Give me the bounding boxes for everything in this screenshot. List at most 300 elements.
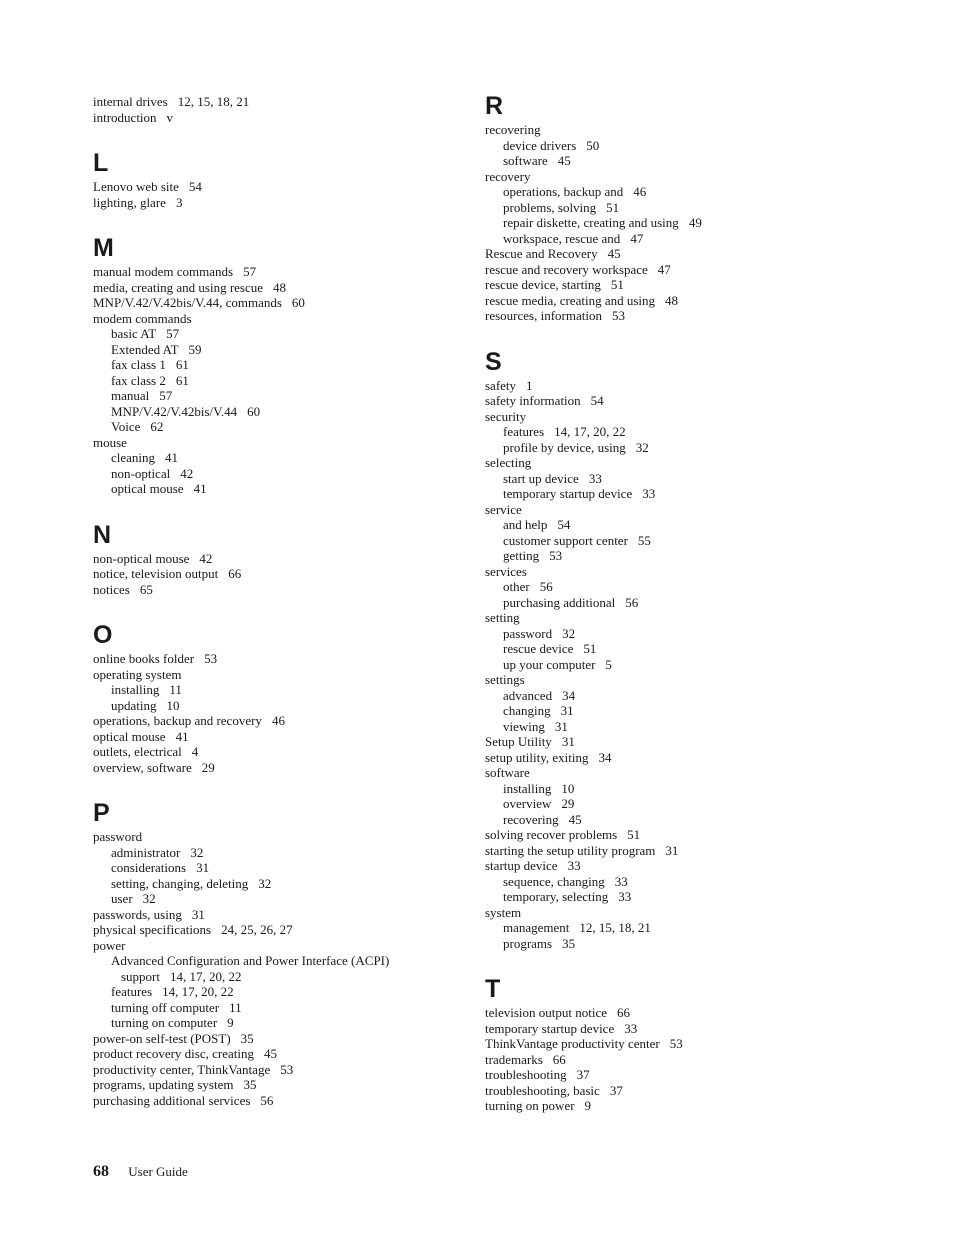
index-page-ref[interactable]: 33 <box>642 486 656 501</box>
index-page-ref[interactable]: 32 <box>142 891 156 906</box>
index-page-ref[interactable]: 49 <box>688 215 702 230</box>
index-page-ref[interactable]: 54 <box>188 179 202 194</box>
index-subentry <box>485 153 885 169</box>
index-term: recovering <box>485 122 541 137</box>
index-letter-heading: T <box>485 975 501 1003</box>
index-page-ref[interactable]: 60 <box>247 403 261 419</box>
index-term: security <box>485 408 527 424</box>
index-page-ref[interactable]: 41 <box>193 481 207 496</box>
index-page-ref[interactable]: 32 <box>258 875 272 891</box>
index-page-ref[interactable]: 60 <box>291 295 305 310</box>
index-term: repair diskette, creating and using <box>503 215 679 230</box>
index-entry <box>485 1021 885 1037</box>
index-term: troubleshooting, basic <box>485 1082 600 1098</box>
index-page-ref[interactable]: 54 <box>557 517 571 532</box>
index-term: programs, updating system <box>93 1077 234 1092</box>
index-page-ref[interactable]: 35 <box>240 1030 254 1046</box>
index-term: management <box>503 920 570 935</box>
index-term: Advanced Configuration and Power Interface (ACPI) <box>111 953 390 968</box>
index-term: rescue device <box>503 641 574 656</box>
index-page-ref[interactable]: 47 <box>657 261 671 277</box>
index-term: resources, information <box>485 308 602 323</box>
index-page-ref[interactable]: 50 <box>586 137 600 153</box>
index-term: features <box>503 424 545 439</box>
index-term: safety <box>485 377 517 393</box>
index-term: fax class 2 <box>111 372 166 388</box>
index-term: support <box>121 968 160 984</box>
index-subentry <box>93 845 453 861</box>
index-term: trademarks <box>485 1051 543 1067</box>
index-page-ref[interactable]: 61 <box>175 357 189 372</box>
index-entry <box>93 729 453 745</box>
index-page-ref[interactable]: 14, 17, 20, 22 <box>170 968 242 984</box>
index-letter-heading: P <box>93 799 110 827</box>
index-page-ref[interactable]: 1 <box>526 377 533 393</box>
index-entry <box>485 1005 885 1021</box>
index-term: rescue media, creating and using <box>485 292 656 308</box>
index-term: notices <box>93 581 130 597</box>
index-entry <box>93 922 453 938</box>
index-entry <box>93 907 453 923</box>
index-entry <box>485 246 885 262</box>
index-subentry <box>485 657 885 673</box>
index-term: services <box>485 563 527 579</box>
index-page-ref[interactable]: 14, 17, 20, 22 <box>554 424 626 439</box>
index-page-ref[interactable]: 33 <box>614 873 628 889</box>
index-page-ref[interactable]: 11 <box>169 682 182 697</box>
index-term: temporary startup device <box>485 1020 615 1036</box>
index-page-ref[interactable]: 57 <box>243 264 257 279</box>
index-term: features <box>111 984 153 999</box>
index-page-ref[interactable]: v <box>166 109 174 125</box>
index-subentry <box>93 860 453 876</box>
index-column-left <box>93 94 453 1108</box>
index-entry <box>485 672 885 688</box>
index-subentry <box>93 326 453 342</box>
index-letter-heading: L <box>93 149 109 177</box>
index-term: MNP/V.42/V.42bis/V.44 <box>111 403 238 419</box>
index-term: settings <box>485 672 525 687</box>
index-entry <box>93 667 453 683</box>
index-page-ref[interactable]: 4 <box>191 744 199 759</box>
index-term: advanced <box>503 687 553 703</box>
index-entry <box>93 435 453 451</box>
index-page-ref[interactable]: 37 <box>576 1067 590 1082</box>
book-title: User Guide <box>128 1164 188 1179</box>
index-term: operations, backup and <box>503 184 624 199</box>
index-page-ref[interactable]: 42 <box>199 550 213 566</box>
index-term: troubleshooting <box>485 1067 567 1082</box>
index-term: password <box>93 829 143 844</box>
index-page-ref[interactable]: 35 <box>562 935 576 951</box>
page-number: 68 <box>93 1163 109 1180</box>
index-term: purchasing additional services <box>93 1092 251 1108</box>
index-entry <box>485 905 885 921</box>
index-term: Rescue and Recovery <box>485 246 598 261</box>
index-page-ref[interactable]: 5 <box>605 656 612 672</box>
index-term: productivity center, ThinkVantage <box>93 1061 271 1077</box>
index-letter-heading: M <box>93 234 114 262</box>
index-entry <box>485 610 885 626</box>
index-subentry <box>485 138 885 154</box>
index-page-ref[interactable]: 31 <box>196 860 210 875</box>
index-term: rescue and recovery workspace <box>485 261 648 277</box>
index-term: Voice <box>111 419 141 434</box>
index-term: workspace, rescue and <box>503 230 621 246</box>
index-page-ref[interactable]: 66 <box>617 1005 631 1020</box>
index-term: user <box>111 891 133 906</box>
index-entry <box>93 1093 453 1109</box>
index-page-ref[interactable]: 62 <box>150 419 164 434</box>
index-page-ref[interactable]: 56 <box>625 594 639 610</box>
index-term: basic AT <box>111 326 157 341</box>
index-subentry <box>485 920 885 936</box>
index-term: physical specifications <box>93 922 212 937</box>
page-footer <box>93 1163 188 1181</box>
index-letter-heading: O <box>93 621 113 649</box>
index-entry <box>93 195 453 211</box>
index-entry <box>93 311 453 327</box>
index-subentry <box>93 404 453 420</box>
index-term: sequence, changing <box>503 873 605 889</box>
index-term: programs <box>503 935 553 951</box>
index-entry <box>93 94 453 110</box>
index-page-ref[interactable]: 41 <box>165 450 179 465</box>
index-term: non-optical <box>111 465 171 481</box>
index-entry <box>485 1098 885 1114</box>
index-subentry <box>485 936 885 952</box>
index-page-ref[interactable]: 3 <box>175 194 183 210</box>
index-page-ref[interactable]: 61 <box>175 372 189 388</box>
index-subentry <box>485 471 885 487</box>
index-entry <box>93 110 453 126</box>
index-page-ref[interactable]: 45 <box>607 246 621 261</box>
index-entry <box>485 378 885 394</box>
index-entry <box>485 393 885 409</box>
index-entry <box>93 566 453 582</box>
index-page-ref[interactable]: 31 <box>191 906 205 922</box>
index-entry <box>485 277 885 293</box>
index-page-ref[interactable]: 31 <box>560 703 574 718</box>
index-term: starting the setup utility program <box>485 842 656 858</box>
index-subentry <box>485 424 885 440</box>
index-subentry <box>93 891 453 907</box>
index-entry <box>485 1036 885 1052</box>
index-subentry <box>485 200 885 216</box>
index-entry <box>485 734 885 750</box>
index-term: internal drives <box>93 94 168 109</box>
index-page-ref[interactable]: 31 <box>561 734 575 749</box>
index-subentry <box>93 450 453 466</box>
index-subentry <box>93 466 453 482</box>
index-page-ref[interactable]: 56 <box>260 1092 274 1108</box>
index-page-ref[interactable]: 29 <box>561 796 575 811</box>
index-entry <box>93 280 453 296</box>
index-page-ref[interactable]: 33 <box>567 858 581 873</box>
index-entry <box>93 264 453 280</box>
index-page-ref[interactable]: 53 <box>204 651 218 666</box>
index-letter-heading: N <box>93 520 112 549</box>
index-term: power <box>93 937 126 953</box>
index-term: software <box>485 765 530 780</box>
index-term: turning on computer <box>111 1015 218 1030</box>
index-entry <box>485 1052 885 1068</box>
index-term: Setup Utility <box>485 734 552 749</box>
index-page-ref[interactable]: 48 <box>665 292 679 308</box>
index-subentry <box>485 440 885 456</box>
index-page-ref[interactable]: 24, 25, 26, 27 <box>221 922 293 937</box>
index-page-ref[interactable]: 51 <box>610 277 624 292</box>
index-subentry <box>485 703 885 719</box>
index-page-ref[interactable]: 34 <box>598 749 612 765</box>
index-term: recovering <box>503 811 559 827</box>
index-subentry <box>485 796 885 812</box>
index-subentry <box>485 517 885 533</box>
index-term: Lenovo web site <box>93 179 179 194</box>
index-page-ref[interactable]: 55 <box>637 532 651 548</box>
index-term: mouse <box>93 434 127 450</box>
index-term: overview, software <box>93 759 192 775</box>
index-page-ref[interactable]: 57 <box>166 326 180 341</box>
index-term: solving recover problems <box>485 827 618 842</box>
index-page-ref[interactable]: 45 <box>557 153 571 168</box>
index-subentry <box>93 419 453 435</box>
index-page-ref[interactable]: 46 <box>633 184 647 199</box>
index-entry <box>93 760 453 776</box>
index-page-ref[interactable]: 48 <box>273 279 287 295</box>
index-term: temporary, selecting <box>503 889 609 904</box>
index-entry <box>485 293 885 309</box>
index-subentry <box>485 641 885 657</box>
index-entry <box>485 169 885 185</box>
index-term: ThinkVantage productivity center <box>485 1036 660 1051</box>
index-page-ref[interactable]: 31 <box>665 842 679 858</box>
index-subentry <box>93 969 453 985</box>
index-entry <box>485 750 885 766</box>
index-subentry <box>485 215 885 231</box>
index-page-ref[interactable]: 37 <box>609 1082 623 1098</box>
index-entry <box>93 1062 453 1078</box>
index-entry <box>485 122 885 138</box>
index-page-ref[interactable]: 51 <box>606 199 620 215</box>
index-term: notice, television output <box>93 566 219 581</box>
index-page-ref[interactable]: 65 <box>139 581 153 597</box>
index-subentry <box>93 388 453 404</box>
index-term: Extended AT <box>111 341 179 357</box>
index-subentry <box>485 781 885 797</box>
index-page-ref[interactable]: 53 <box>669 1036 683 1051</box>
index-page-ref[interactable]: 32 <box>562 625 576 641</box>
index-term: device drivers <box>503 137 577 153</box>
index-term: manual <box>111 388 150 403</box>
index-entry <box>93 179 453 195</box>
index-term: lighting, glare <box>93 194 166 210</box>
index-term: outlets, electrical <box>93 744 182 759</box>
index-page-ref[interactable]: 10 <box>561 780 575 796</box>
index-page-ref[interactable]: 45 <box>568 811 582 827</box>
index-entry <box>485 1083 885 1099</box>
index-term: installing <box>111 682 160 697</box>
index-subentry <box>93 342 453 358</box>
index-subentry <box>485 719 885 735</box>
index-page-ref[interactable]: 12, 15, 18, 21 <box>579 920 651 935</box>
index-term: passwords, using <box>93 906 182 922</box>
index-term: power-on self-test (POST) <box>93 1030 231 1046</box>
index-term: safety information <box>485 393 581 408</box>
index-subentry <box>485 812 885 828</box>
index-term: password <box>503 625 553 641</box>
index-subentry <box>93 682 453 698</box>
index-page-ref[interactable]: 42 <box>180 465 194 481</box>
index-subentry <box>485 533 885 549</box>
index-entry <box>485 765 885 781</box>
index-term: turning off computer <box>111 999 220 1015</box>
index-page-ref[interactable]: 29 <box>201 759 215 775</box>
index-term: setting, changing, deleting <box>111 875 249 891</box>
index-term: purchasing additional <box>503 594 616 610</box>
index-page-ref[interactable]: 54 <box>590 393 604 408</box>
index-term: setup utility, exiting <box>485 749 589 765</box>
index-term: other <box>503 579 530 594</box>
index-page-ref[interactable]: 11 <box>229 999 242 1015</box>
index-term: setting <box>485 610 520 625</box>
index-page-ref[interactable]: 33 <box>588 470 602 486</box>
index-page-ref[interactable]: 53 <box>611 308 625 323</box>
index-term: operations, backup and recovery <box>93 713 262 728</box>
index-page-ref[interactable]: 34 <box>562 687 576 703</box>
index-term: media, creating and using rescue <box>93 279 264 295</box>
index-page-ref[interactable]: 51 <box>583 641 597 656</box>
index-term: updating <box>111 697 157 713</box>
index-term: customer support center <box>503 532 628 548</box>
index-entry <box>485 502 885 518</box>
index-letter-heading: S <box>485 347 502 376</box>
index-page-ref[interactable]: 32 <box>635 439 649 455</box>
index-subentry <box>93 1015 453 1031</box>
index-term: modem commands <box>93 310 192 326</box>
index-term: problems, solving <box>503 199 597 215</box>
index-subentry <box>485 184 885 200</box>
index-entry <box>485 827 885 843</box>
index-entry <box>93 1046 453 1062</box>
index-page-ref[interactable]: 33 <box>618 889 632 904</box>
index-page-ref[interactable]: 10 <box>166 697 180 713</box>
index-subentry <box>485 486 885 502</box>
index-page-ref[interactable]: 57 <box>159 388 173 403</box>
index-page-ref[interactable]: 56 <box>539 579 553 594</box>
index-entry <box>93 938 453 954</box>
index-entry <box>93 295 453 311</box>
index-page-ref[interactable]: 12, 15, 18, 21 <box>177 94 250 109</box>
index-term: MNP/V.42/V.42bis/V.44, commands <box>93 295 282 310</box>
index-subentry <box>93 876 453 892</box>
index-term: viewing <box>503 718 545 734</box>
index-term: administrator <box>111 844 181 860</box>
index-column-right <box>485 94 885 1114</box>
index-term: software <box>503 153 548 168</box>
index-term: online books folder <box>93 651 195 666</box>
index-term: fax class 1 <box>111 357 166 372</box>
index-entry <box>485 409 885 425</box>
index-entry <box>485 1067 885 1083</box>
index-page-ref[interactable]: 47 <box>630 230 644 246</box>
index-entry <box>485 308 885 324</box>
index-page-ref[interactable]: 66 <box>552 1051 566 1067</box>
index-subentry <box>485 595 885 611</box>
index-subentry <box>485 579 885 595</box>
index-term: installing <box>503 780 552 796</box>
index-subentry <box>93 984 453 1000</box>
index-page-ref[interactable]: 31 <box>554 718 568 734</box>
index-term: changing <box>503 703 551 718</box>
index-subentry <box>93 698 453 714</box>
index-term: optical mouse <box>93 728 166 744</box>
index-page-ref[interactable]: 53 <box>549 548 563 563</box>
index-subentry <box>485 874 885 890</box>
index-term: selecting <box>485 455 532 470</box>
index-page-ref[interactable]: 45 <box>263 1046 277 1061</box>
index-page-ref[interactable]: 53 <box>280 1061 294 1077</box>
index-subentry <box>93 357 453 373</box>
index-entry <box>485 843 885 859</box>
index-subentry <box>485 688 885 704</box>
index-page-ref[interactable]: 9 <box>584 1098 592 1113</box>
index-term: system <box>485 904 522 920</box>
index-subentry <box>485 626 885 642</box>
index-page-ref[interactable]: 33 <box>624 1020 638 1036</box>
index-page-ref[interactable]: 51 <box>627 827 641 842</box>
index-entry <box>485 262 885 278</box>
index-entry <box>93 1031 453 1047</box>
index-term: temporary startup device <box>503 486 633 501</box>
index-entry <box>93 582 453 598</box>
index-page-ref[interactable]: 9 <box>227 1015 234 1030</box>
index-term: rescue device, starting <box>485 277 601 292</box>
index-page-ref[interactable]: 41 <box>175 728 189 744</box>
index-page-ref[interactable]: 32 <box>190 844 204 860</box>
index-term: considerations <box>111 860 187 875</box>
index-term: getting <box>503 548 540 563</box>
index-entry <box>93 829 453 845</box>
index-page-ref[interactable]: 14, 17, 20, 22 <box>162 984 234 999</box>
index-term: profile by device, using <box>503 439 626 455</box>
index-term: optical mouse <box>111 481 184 496</box>
index-page-ref[interactable]: 35 <box>243 1077 257 1092</box>
index-subentry <box>93 1000 453 1016</box>
index-term: product recovery disc, creating <box>93 1046 254 1061</box>
index-term: manual modem commands <box>93 264 234 279</box>
index-page-ref[interactable]: 66 <box>228 566 242 581</box>
index-term: turning on power <box>485 1098 575 1113</box>
index-term: cleaning <box>111 450 156 465</box>
index-term: startup device <box>485 858 558 873</box>
index-subentry <box>485 889 885 905</box>
index-entry <box>93 1077 453 1093</box>
index-term: and help <box>503 517 548 532</box>
index-entry <box>93 551 453 567</box>
index-term: operating system <box>93 666 182 682</box>
index-entry <box>93 744 453 760</box>
index-term: up your computer <box>503 656 596 672</box>
index-term: television output notice <box>485 1005 608 1020</box>
index-term: start up device <box>503 470 579 486</box>
index-entry <box>485 858 885 874</box>
index-term: service <box>485 501 522 517</box>
index-page-ref[interactable]: 46 <box>271 713 285 728</box>
index-term: introduction <box>93 109 157 125</box>
index-entry <box>93 713 453 729</box>
index-page-ref[interactable]: 59 <box>188 341 202 357</box>
